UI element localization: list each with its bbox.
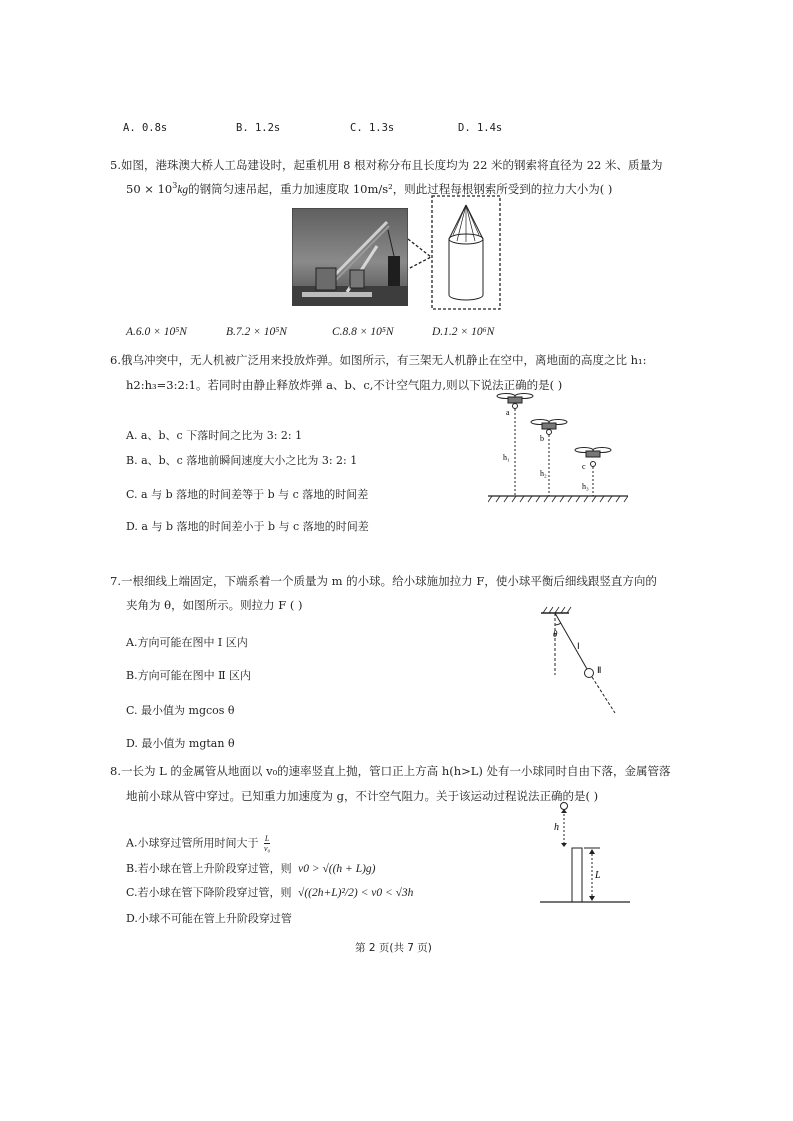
fraction-l-over-v0: [264, 834, 270, 853]
steel-cylinder-diagram: [431, 195, 501, 310]
q7-stem-line1: 7.一根细线上端固定，下端系着一个质量为 m 的小球。给小球施加拉力 F，使小球平衡后细线跟竖直方向的: [110, 574, 657, 588]
drone-a: [497, 394, 533, 409]
q6-stem-line1: 6.俄乌冲突中，无人机被广泛用来投放炸弹。如图所示，有三架无人机静止在空中，离地面的高度之比 h₁:: [110, 353, 647, 367]
q7-option-c: C. 最小值为 mgcos θ: [126, 704, 235, 717]
q8-option-c-text: C.若小球在管下降阶段穿过管，则: [126, 886, 292, 899]
q5-stem-line1: 5.如图，港珠澳大桥人工岛建设时，起重机用 8 根对称分布且长度均为 22 米的钢索将直径为 22 米、质量为: [110, 158, 663, 172]
q7-option-b: B.方向可能在图中 Ⅱ 区内: [126, 669, 252, 682]
q4-option-b: B. 1.2s: [236, 122, 281, 134]
label-h2: h₂: [540, 469, 547, 478]
q8-stem-line2: 地前小球从管中穿过。已知重力加速度为 g，不计空气阻力。关于该运动过程说法正确的是( ): [126, 789, 599, 803]
label-c: c: [582, 462, 586, 471]
q5-option-d: D.1.2 × 10⁶N: [432, 326, 495, 338]
q6-option-d: D. a 与 b 落地的时间差小于 b 与 c 落地的时间差: [126, 520, 369, 533]
label-a: a: [506, 408, 510, 417]
q8-option-c: [126, 884, 413, 900]
falling-ball: [561, 803, 568, 810]
q5-stem-rest: 的钢筒匀速吊起，重力加速度取 10m/s²，则此过程每根钢索所受到的拉力大小为( ): [188, 182, 613, 196]
q8-option-b: [126, 860, 376, 876]
q5-option-a: A.6.0 × 10⁵N: [126, 326, 187, 338]
label-h1: h₁: [503, 453, 510, 462]
q8-option-a-text: A.小球穿过管所用时间大于: [126, 836, 259, 850]
label-L: L: [595, 870, 601, 881]
drone-b: [531, 420, 567, 435]
q5-stem-line2: [126, 181, 612, 197]
fraction-numerator: L: [264, 834, 270, 843]
q8-option-b-math: v0 > √((h + L)g): [298, 863, 376, 875]
label-h3: h₃: [582, 482, 589, 491]
q7-option-a: A.方向可能在图中 Ⅰ 区内: [126, 636, 248, 649]
q8-option-d: D.小球不可能在管上升阶段穿过管: [126, 912, 292, 925]
q6-stem-line2: h2:h₃=3:2:1。若同时由静止释放炸弹 a、b、c,不计空气阻力,则以下说法正确的是( ): [126, 378, 563, 392]
q7-stem-line2: 夹角为 θ，如图所示。则拉力 F ( ): [126, 598, 303, 612]
q8-stem-line1: 8.一长为 L 的金属管从地面以 v₀的速率竖直上抛，管口正上方高 h(h>L) 处有一小球同时自由下落，金属管落: [110, 764, 671, 778]
label-region-2: Ⅱ: [597, 665, 602, 675]
metal-tube: [572, 848, 582, 902]
q8-option-b-text: B.若小球在管上升阶段穿过管，则: [126, 862, 292, 875]
q6-option-a: A. a、b、c 下落时间之比为 3: 2: 1: [126, 429, 303, 442]
q6-option-b: B. a、b、c 落地前瞬间速度大小之比为 3: 2: 1: [126, 454, 358, 467]
q5-mass-unit: kg: [177, 184, 189, 196]
label-theta: θ: [553, 629, 558, 639]
q4-option-a: A. 0.8s: [123, 122, 168, 134]
q5-option-c: C.8.8 × 10⁵N: [332, 326, 394, 338]
page-number: 第 2 页(共 7 页): [355, 942, 432, 954]
fraction-denominator: v₀: [263, 844, 271, 853]
label-b: b: [540, 434, 544, 443]
q6-option-c: C. a 与 b 落地的时间差等于 b 与 c 落地的时间差: [126, 488, 369, 501]
q8-option-c-math: √((2h+L)²/2) < v0 < √3h: [298, 887, 414, 899]
q7-option-d: D. 最小值为 mgtan θ: [126, 737, 235, 750]
drones-diagram: [488, 388, 628, 508]
drone-c: [575, 448, 611, 467]
q5-mass-exponent: 3: [172, 181, 178, 191]
label-region-1: Ⅰ: [577, 641, 580, 651]
tube-ball-diagram: [540, 800, 630, 910]
q5-option-b: B.7.2 × 10⁵N: [226, 326, 287, 338]
q5-mass-value: 50 × 10: [126, 182, 173, 196]
q4-option-d: D. 1.4s: [458, 122, 503, 134]
q8-option-a: [126, 834, 270, 853]
pendulum-diagram: [535, 605, 625, 715]
label-h: h: [554, 822, 559, 833]
crane-photo: [292, 208, 408, 306]
q4-option-c: C. 1.3s: [350, 122, 395, 134]
